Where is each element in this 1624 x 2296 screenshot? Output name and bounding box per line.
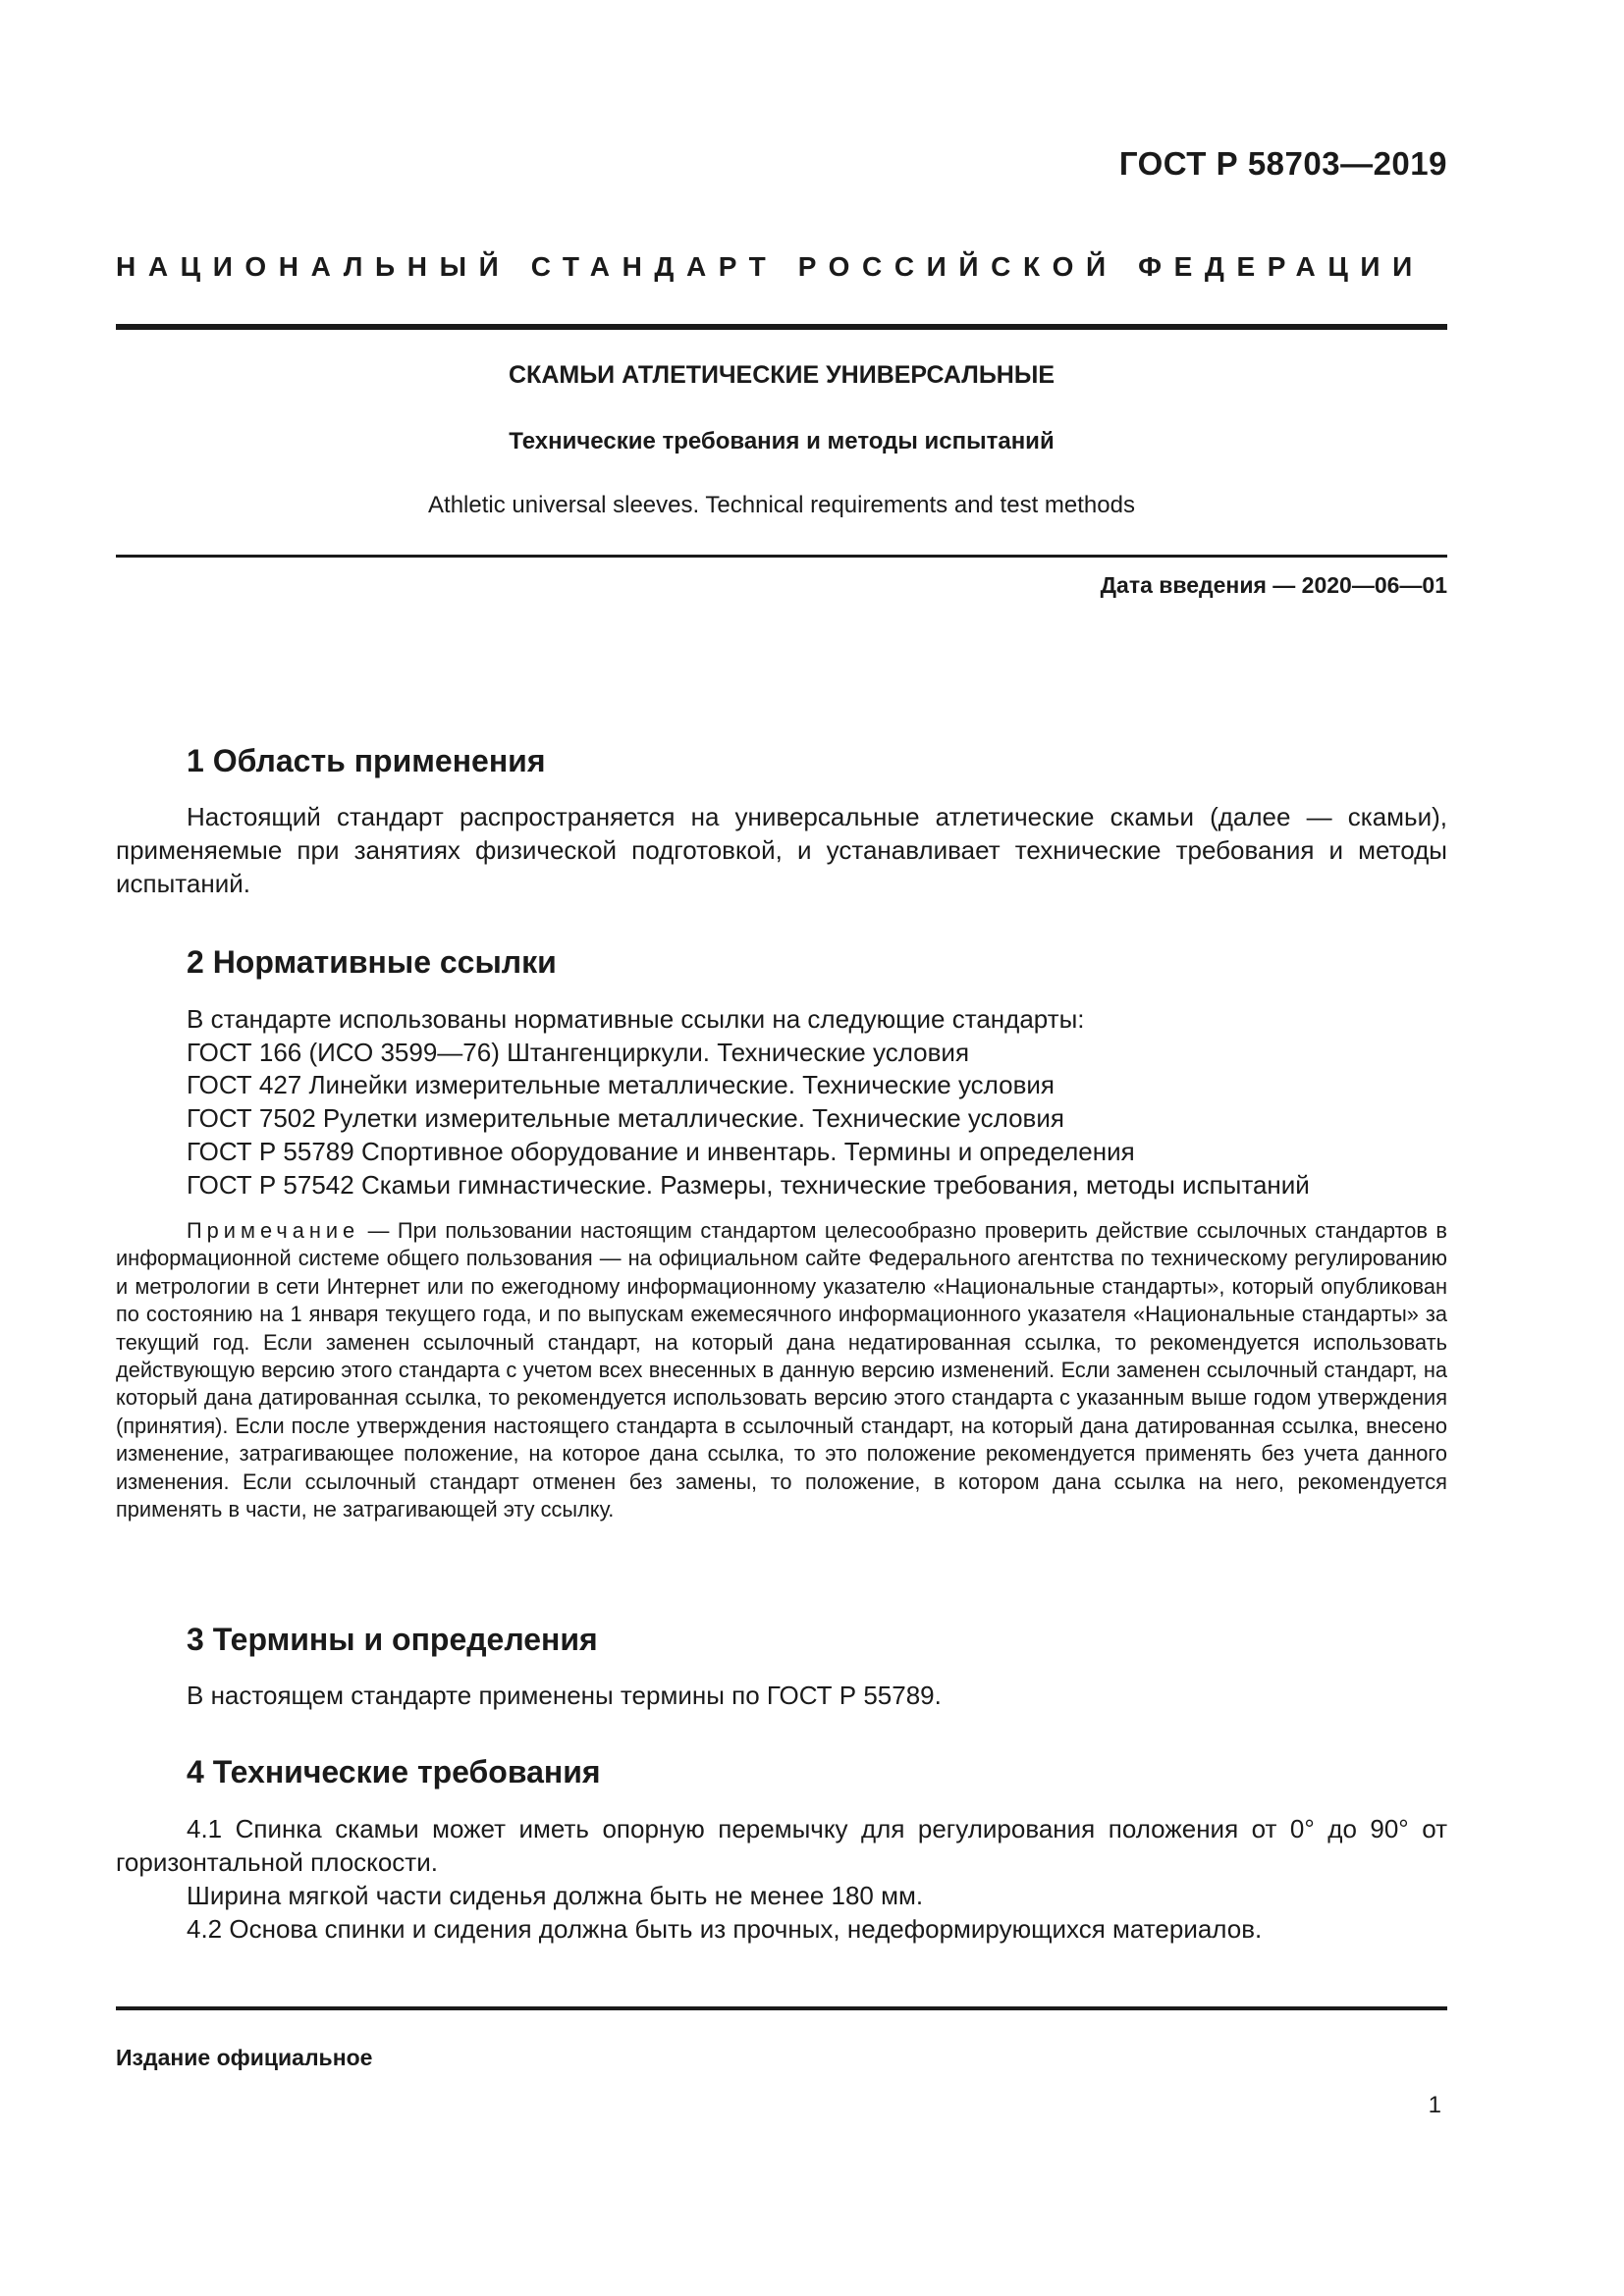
national-standard-title: НАЦИОНАЛЬНЫЙ СТАНДАРТ РОССИЙСКОЙ ФЕДЕРАЦИИ [116, 251, 1425, 282]
section-3-heading: 3 Термины и определения [187, 1622, 598, 1657]
title-divider [116, 555, 1447, 558]
section-4-heading: 4 Технические требования [187, 1754, 601, 1789]
normative-references-list [187, 1003, 1310, 1201]
reference-item: ГОСТ Р 57542 Скамьи гимнастические. Размеры, технические требования, методы испытаний [187, 1169, 1310, 1200]
section-3-text: В настоящем стандарте применены термины по ГОСТ Р 55789. [187, 1681, 942, 1710]
note-label: Примечание [187, 1218, 360, 1243]
official-edition-label: Издание официальное [116, 2045, 373, 2070]
references-note [116, 1217, 1447, 1523]
section-2-heading: 2 Нормативные ссылки [187, 944, 557, 980]
references-intro: В стандарте использованы нормативные ссылки на следующие стандарты: [187, 1004, 1085, 1034]
reference-item: ГОСТ 427 Линейки измерительные металлические. Технические условия [187, 1070, 1055, 1100]
reference-item: ГОСТ Р 55789 Спортивное оборудование и инвентарь. Термины и определения [187, 1136, 1135, 1166]
page-number: 1 [1428, 2092, 1441, 2118]
section-4-seat-width: Ширина мягкой части сиденья должна быть не менее 180 мм. [187, 1881, 924, 1910]
section-1-heading: 1 Область применения [187, 743, 546, 778]
note-text: — При пользовании настоящим стандартом целесообразно проверить действие ссылочных стандартов в информационной системе общего пользования — на официальном сайте Федерального агентства по техническому регулированию и метрологии в сети Интернет или по ежегодному информационному указателю «Национальные стандарты», который опубликован по состоянию на 1 января текущего года, и по выпускам ежемесячного информационного указателя «Национальные стандарты» за текущий год. Если заменен ссылочный стандарт, на который дана недатированная ссылка, то рекомендуется использовать действующую версию этого стандарта с учетом всех внесенных в данную версию изменений. Если заменен ссылочный стандарт, на который дана датированная ссылка, то рекомендуется использовать версию этого стандарта с указанным выше годом утверждения (принятия). Если после утверждения настоящего стандарта в ссылочный стандарт, на который дана датированная ссылка, внесено изменение, затрагивающее положение, на которое дана ссылка, то это положение рекомендуется применять без учета данного изменения. Если ссылочный стандарт отменен без замены, то положение, в котором дана ссылка на него, рекомендуется применять в части, не затрагивающей эту ссылку. [116, 1218, 1447, 1522]
document-number: ГОСТ Р 58703—2019 [1118, 145, 1447, 182]
footer-divider [116, 2006, 1447, 2010]
standard-title: СКАМЬИ АТЛЕТИЧЕСКИЕ УНИВЕРСАЛЬНЫЕ [509, 361, 1055, 389]
reference-item: ГОСТ 166 (ИСО 3599—76) Штангенциркули. Технические условия [187, 1037, 970, 1067]
header-divider [116, 324, 1447, 330]
section-4-paragraph-4-2: 4.2 Основа спинки и сидения должна быть из прочных, недеформирующихся материалов. [187, 1914, 1263, 1944]
introduction-date: Дата введения — 2020—06—01 [1100, 572, 1447, 598]
standard-subtitle: Технические требования и методы испытаний [509, 428, 1055, 454]
section-4-paragraph-4-1: 4.1 Спинка скамьи может иметь опорную перемычку для регулирования положения от 0° до 90° от горизонтальной плоскости. [116, 1814, 1447, 1877]
reference-item: ГОСТ 7502 Рулетки измерительные металлические. Технические условия [187, 1103, 1064, 1134]
standard-title-english: Athletic universal sleeves. Technical requirements and test methods [428, 492, 1135, 518]
section-1-text: Настоящий стандарт распространяется на универсальные атлетические скамьи (далее — скамьи), применяемые при занятиях физической подготовкой, и устанавливает технические требования и методы испытаний. [116, 802, 1447, 898]
